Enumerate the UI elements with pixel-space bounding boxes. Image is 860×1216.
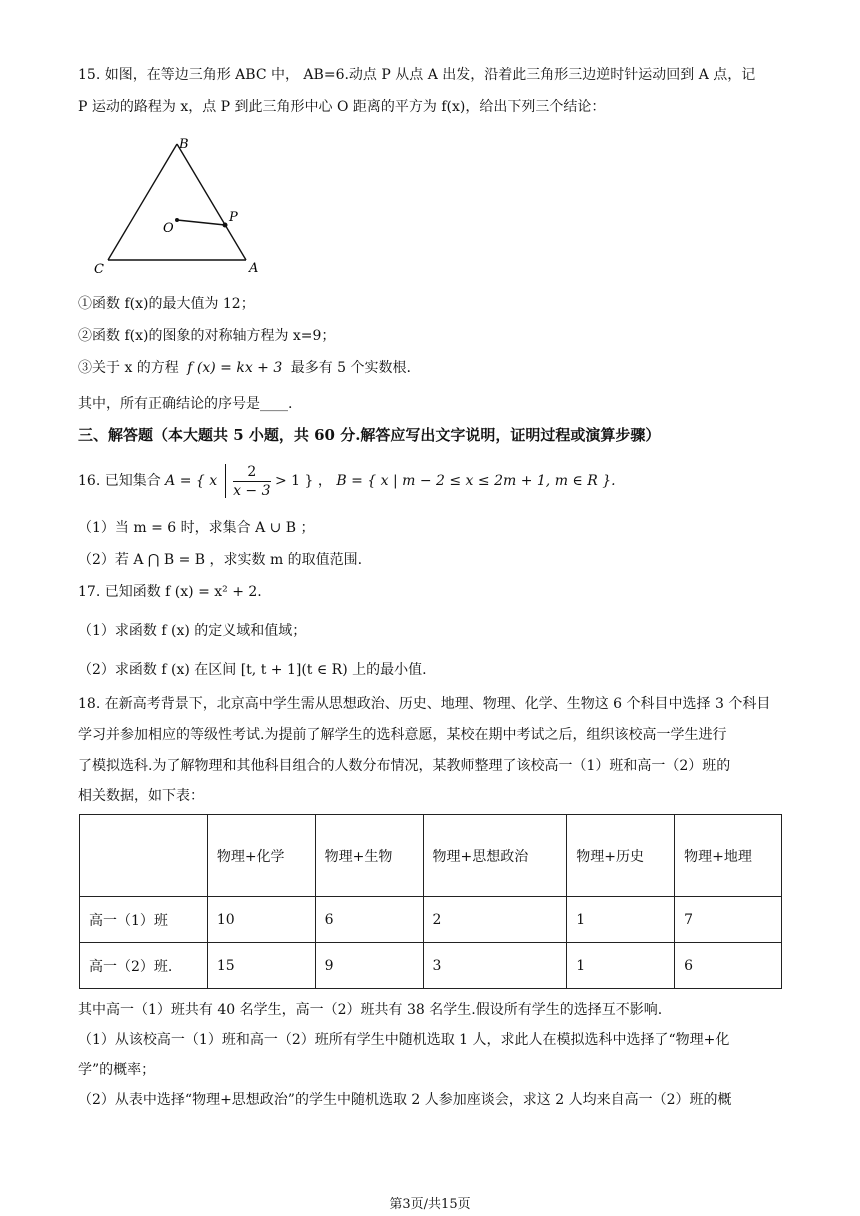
q18-line3: 了模拟选科.为了解物理和其他科目组合的人数分布情况，某教师整理了该校高一（1）班和高一（2）班的 xyxy=(78,758,731,774)
q15-c3-post: 最多有 5 个实数根. xyxy=(290,360,411,376)
table-cell: 高一（2）班. xyxy=(80,943,208,989)
q16-set-a-right: > 1 } xyxy=(274,473,314,489)
q15-conclusion-1: ①函数 f(x)的最大值为 12； xyxy=(78,296,255,312)
label-c: C xyxy=(94,262,104,277)
table-cell: 15 xyxy=(207,943,315,989)
segment-op xyxy=(177,220,225,225)
q17-part-1: （1）求函数 f (x) 的定义域和值域； xyxy=(78,623,307,639)
label-b: B xyxy=(179,137,189,152)
table-header-cell: 物理+生物 xyxy=(315,815,423,897)
q15-question: 其中，所有正确结论的序号是____. xyxy=(78,396,293,412)
table-row xyxy=(80,943,782,989)
table-header-cell: 物理+化学 xyxy=(207,815,315,897)
q18-line4: 相关数据，如下表： xyxy=(78,788,204,804)
table-header-cell xyxy=(80,815,208,897)
table-cell: 1 xyxy=(567,943,675,989)
q17-stem: 17. 已知函数 f (x) = x² + 2. xyxy=(78,584,262,600)
subject-choice-table xyxy=(79,814,782,989)
q16-part-1: （1）当 m = 6 时，求集合 A ∪ B ； xyxy=(78,520,315,536)
point-o xyxy=(175,218,179,222)
q16-pre: 16. 已知集合 xyxy=(78,473,161,489)
table-cell: 6 xyxy=(315,897,423,943)
side-ba xyxy=(177,144,246,260)
q15-c3-pre: ③关于 x 的方程 xyxy=(78,360,179,376)
page-footer: 第3页/共15页 xyxy=(389,1197,471,1212)
table-header-cell: 物理+思想政治 xyxy=(423,815,567,897)
q18-part-1b: 学”的概率； xyxy=(78,1062,156,1078)
table-cell: 10 xyxy=(207,897,315,943)
q18-line1: 18. 在新高考背景下，北京高中学生需从思想政治、历史、地理、物理、化学、生物这 6 个科目中选择 3 个科目 xyxy=(78,696,771,712)
q15-conclusion-3 xyxy=(78,358,790,378)
q16-set-a-left: A = { x xyxy=(165,473,218,489)
q18-part-2: （2）从表中选择“物理+思想政治”的学生中随机选取 2 人参加座谈会，求这 2 人均来自高一（2）班的概 xyxy=(78,1092,732,1108)
label-a: A xyxy=(249,261,259,276)
table-header-cell: 物理+历史 xyxy=(567,815,675,897)
section-three-heading: 三、解答题（本大题共 5 小题，共 60 分.解答应写出文字说明，证明过程或演算步骤） xyxy=(78,426,661,444)
q16-sep: ， xyxy=(317,473,332,489)
triangle-figure xyxy=(88,132,278,282)
q16-frac-num: 2 xyxy=(233,463,270,482)
table-cell: 高一（1）班 xyxy=(80,897,208,943)
q15-line1: 15. 如图，在等边三角形 ABC 中， AB=6.动点 P 从点 A 出发，沿着此三角形三边逆时针运动回到 A 点，记 xyxy=(78,67,756,83)
side-cb xyxy=(108,144,177,260)
table-cell: 2 xyxy=(423,897,567,943)
q15-conclusion-2: ②函数 f(x)的图象的对称轴方程为 x=9； xyxy=(78,328,336,344)
label-o: O xyxy=(163,221,174,236)
q16-fraction xyxy=(233,463,270,500)
table-cell: 7 xyxy=(675,897,782,943)
q16-set-b: B = { x | m − 2 ≤ x ≤ 2m + 1, m ∈ R }. xyxy=(336,473,616,489)
q15-line2: P 运动的路程为 x，点 P 到此三角形中心 O 距离的平方为 f(x)，给出下列三个结论： xyxy=(78,99,606,115)
q16-part-2: （2）若 A ⋂ B = B ，求实数 m 的取值范围. xyxy=(78,552,363,568)
table-header-cell: 物理+地理 xyxy=(675,815,782,897)
q18-part-1a: （1）从该校高一（1）班和高一（2）班所有学生中随机选取 1 人，求此人在模拟选科中选择了“物理+化 xyxy=(78,1032,730,1048)
table-cell: 3 xyxy=(423,943,567,989)
label-p: P xyxy=(229,210,238,225)
q17-part-2: （2）求函数 f (x) 在区间 [t, t + 1](t ∈ R) 上的最小值. xyxy=(78,662,427,678)
q18-line2: 学习并参加相应的等级性考试.为提前了解学生的选科意愿，某校在期中考试之后，组织该校高一学生进行 xyxy=(78,727,727,743)
q15-c3-equation: f (x) = kx + 3 xyxy=(187,360,283,376)
table-row xyxy=(80,897,782,943)
table-header-row xyxy=(80,815,782,897)
q16-frac-den: x − 3 xyxy=(233,482,271,499)
q16-bar xyxy=(225,464,226,498)
table-cell: 6 xyxy=(675,943,782,989)
table-cell: 9 xyxy=(315,943,423,989)
q16-stem xyxy=(78,458,790,504)
table-cell: 1 xyxy=(567,897,675,943)
point-p xyxy=(223,223,228,228)
q18-after-table: 其中高一（1）班共有 40 名学生，高一（2）班共有 38 名学生.假设所有学生的选择互不影响. xyxy=(78,1002,663,1018)
